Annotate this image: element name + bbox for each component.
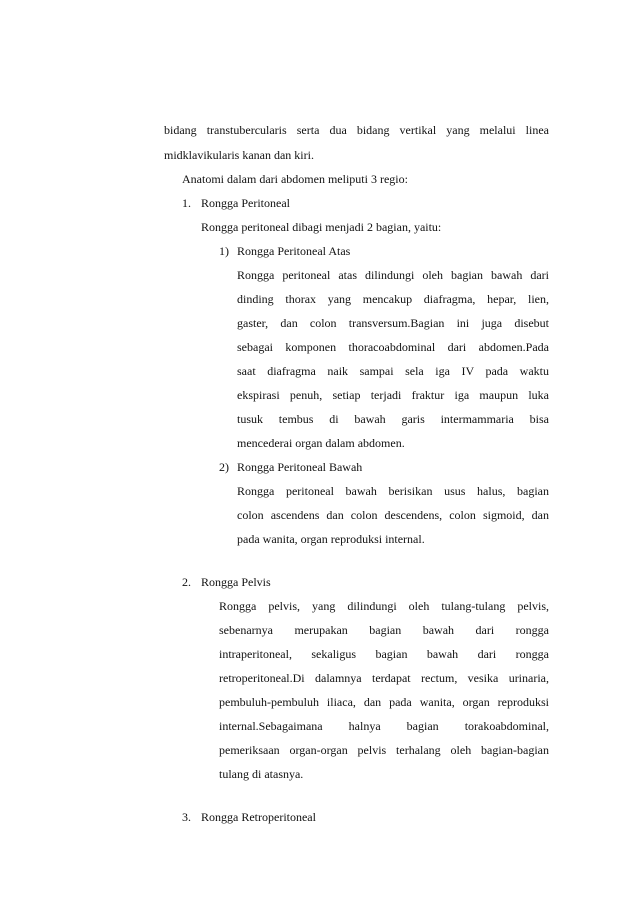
section-2-line: Rongga pelvis, yang dilindungi oleh tulang-tulang pelvis,	[219, 599, 549, 613]
section-2-number: 2.	[182, 575, 191, 589]
subsection-1-line: gaster, dan colon transversum.Bagian ini juga disebut	[237, 316, 549, 330]
subsection-1-line: mencederai organ dalam abdomen.	[237, 436, 405, 450]
intro-line-3: Anatomi dalam dari abdomen meliputi 3 regio:	[182, 172, 408, 186]
subsection-2-number: 2)	[219, 460, 229, 474]
subsection-2-line: colon ascendens dan colon descendens, colon sigmoid, dan	[237, 508, 549, 522]
subsection-1-line: dinding thorax yang mencakup diafragma, hepar, lien,	[237, 292, 549, 306]
section-1-number: 1.	[182, 196, 191, 210]
subsection-1-line: sebagai komponen thoracoabdominal dari abdomen.Pada	[237, 340, 549, 354]
subsection-2-title: Rongga Peritoneal Bawah	[237, 460, 363, 474]
section-1-title: Rongga Peritoneal	[201, 196, 290, 210]
section-1-lead: Rongga peritoneal dibagi menjadi 2 bagian, yaitu:	[201, 220, 442, 234]
subsection-1-number: 1)	[219, 244, 229, 258]
section-2-line: intraperitoneal, sekaligus bagian bawah dari rongga	[219, 647, 549, 661]
section-3-title: Rongga Retroperitoneal	[201, 810, 316, 824]
section-3-number: 3.	[182, 810, 191, 824]
section-2-title: Rongga Pelvis	[201, 575, 271, 589]
subsection-2-line: pada wanita, organ reproduksi internal.	[237, 532, 425, 546]
section-2-line: retroperitoneal.Di dalamnya terdapat rectum, vesika urinaria,	[219, 671, 549, 685]
section-2-line: sebenarnya merupakan bagian bawah dari rongga	[219, 623, 549, 637]
intro-line-1: bidang transtubercularis serta dua bidang vertikal yang melalui linea	[164, 123, 549, 137]
section-2-line: pemeriksaan organ-organ pelvis terhalang oleh bagian-bagian	[219, 743, 549, 757]
subsection-1-title: Rongga Peritoneal Atas	[237, 244, 351, 258]
subsection-1-line: saat diafragma naik sampai sela iga IV pada waktu	[237, 364, 549, 378]
section-2-line: pembuluh-pembuluh iliaca, dan pada wanita, organ reproduksi	[219, 695, 549, 709]
subsection-2-line: Rongga peritoneal bawah berisikan usus halus, bagian	[237, 484, 549, 498]
intro-line-2: midklavikularis kanan dan kiri.	[164, 148, 314, 162]
subsection-1-line: ekspirasi penuh, setiap terjadi fraktur iga maupun luka	[237, 388, 549, 402]
subsection-1-line: Rongga peritoneal atas dilindungi oleh bagian bawah dari	[237, 268, 549, 282]
subsection-1-line: tusuk tembus di bawah garis intermammaria bisa	[237, 412, 549, 426]
section-2-line: internal.Sebagaimana halnya bagian torakoabdominal,	[219, 719, 549, 733]
section-2-line: tulang di atasnya.	[219, 767, 304, 781]
